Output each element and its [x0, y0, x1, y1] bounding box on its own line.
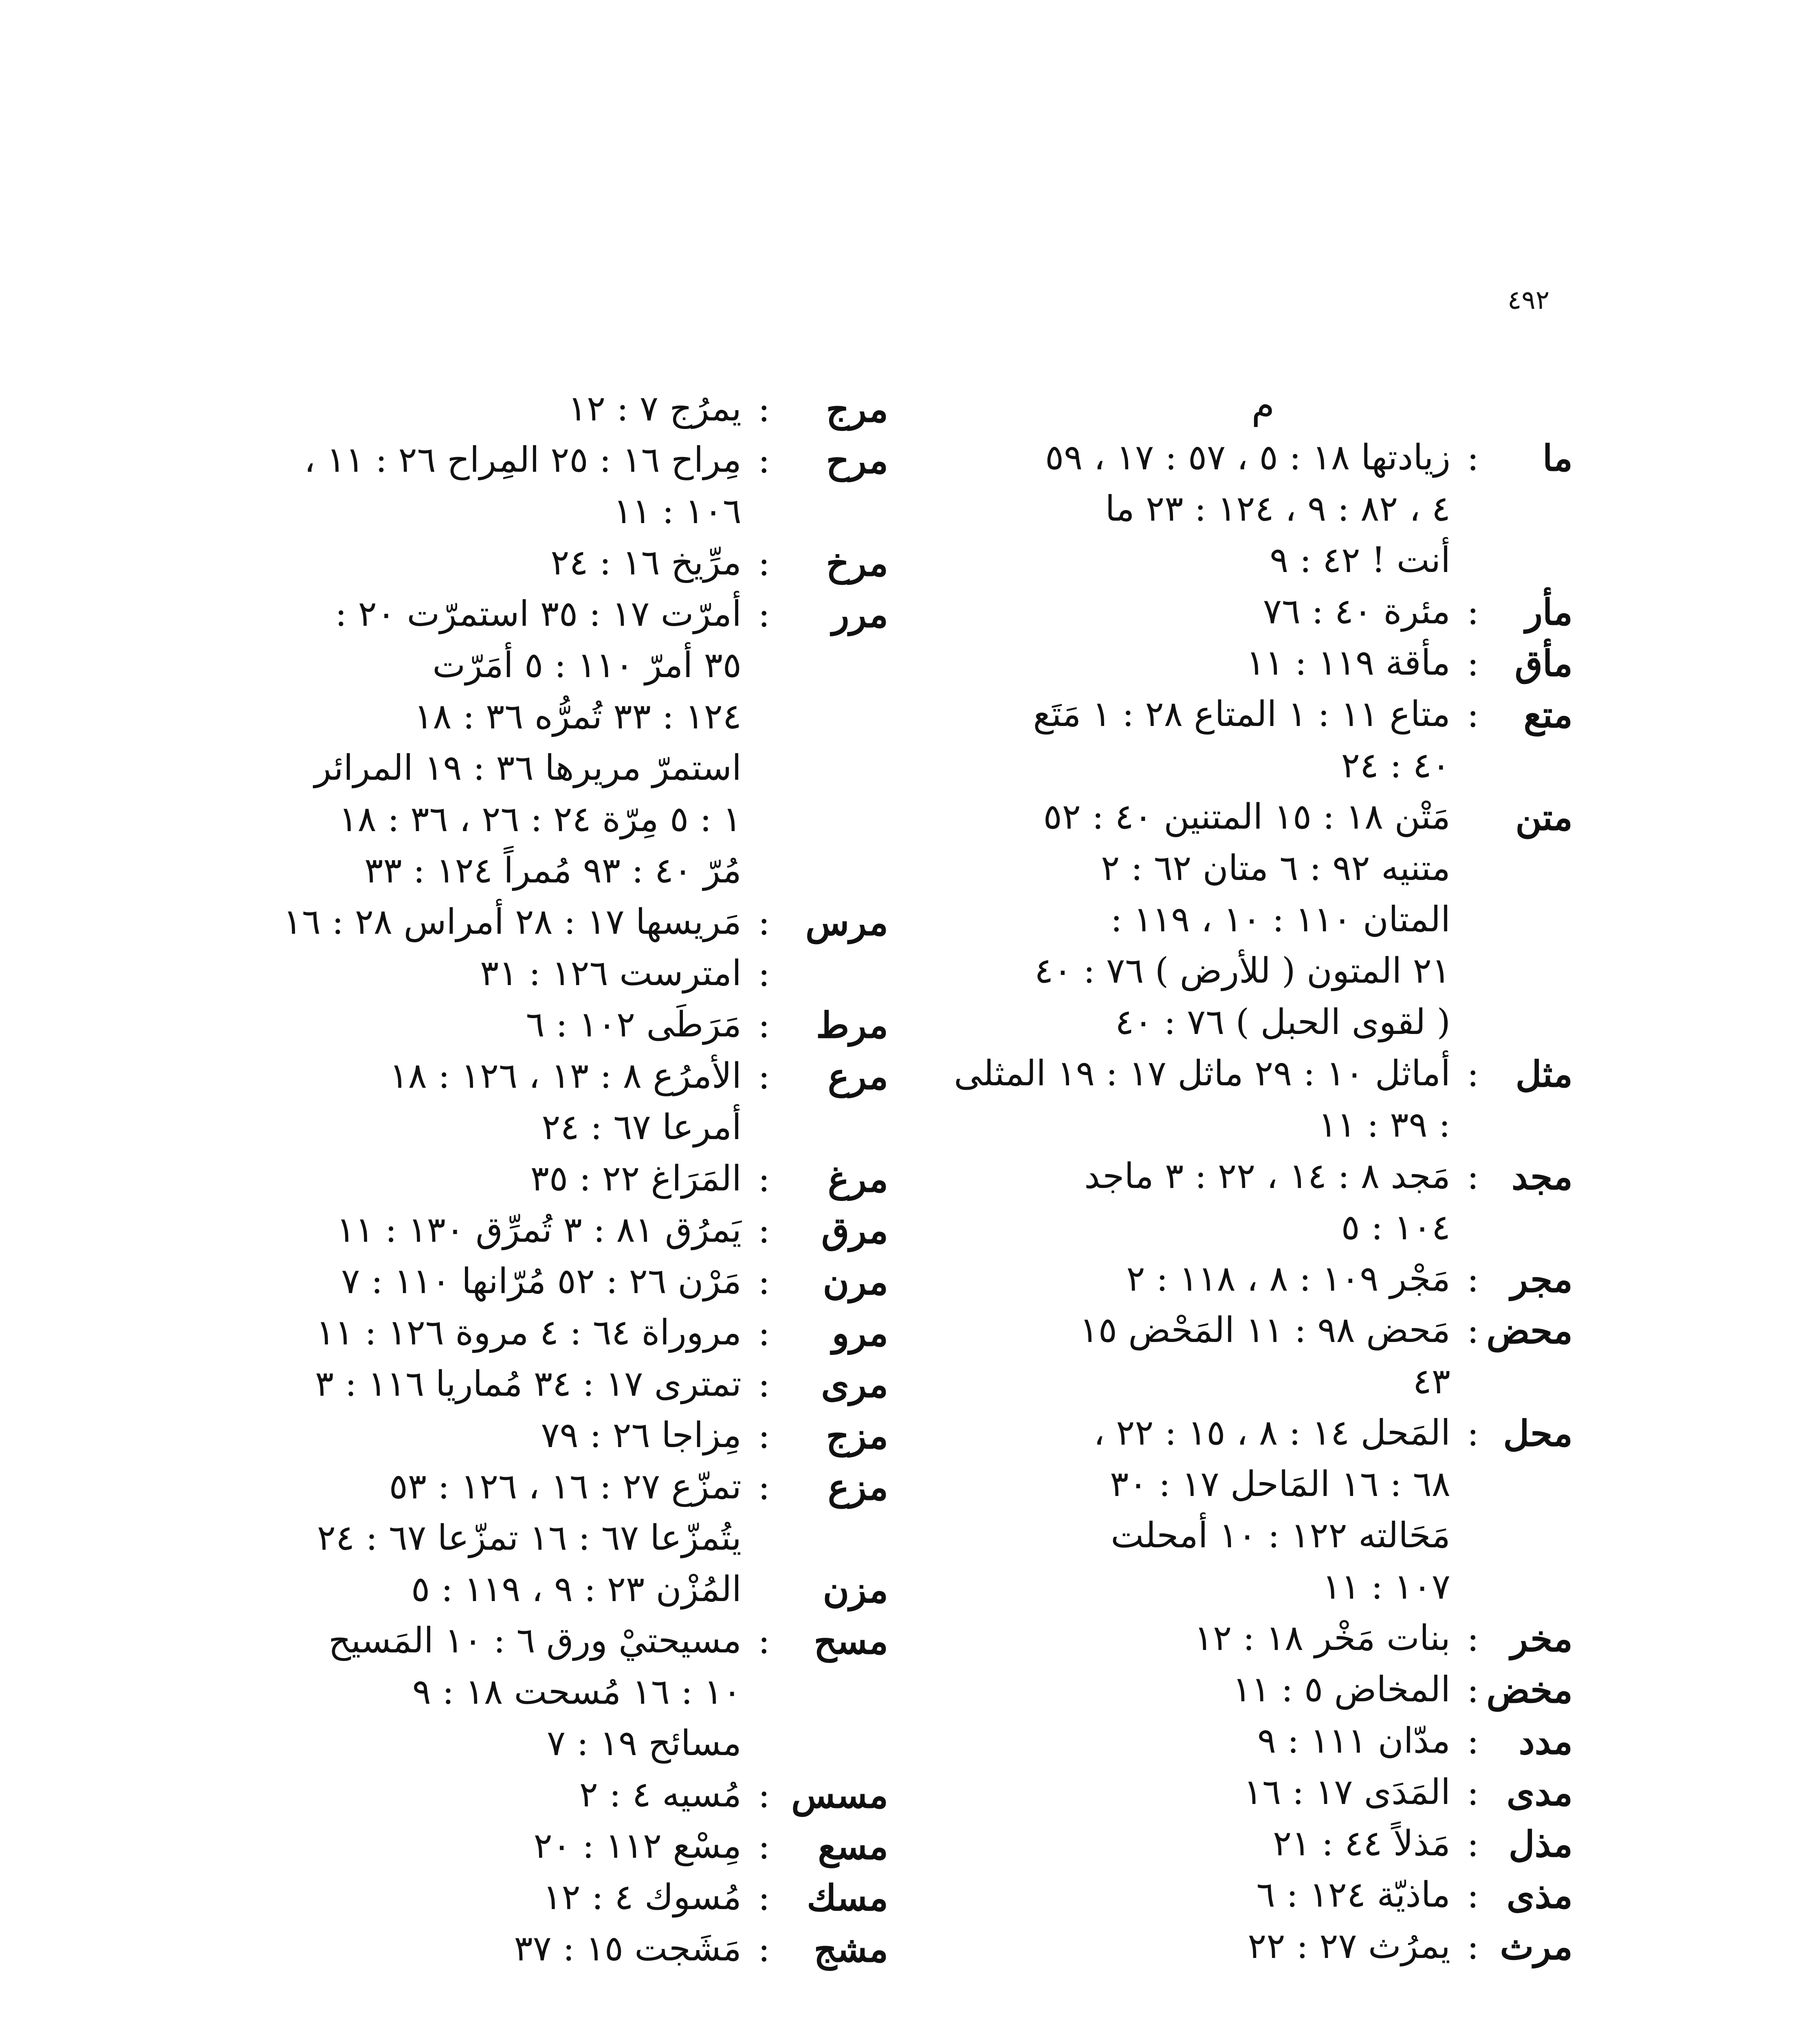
- entry-body: [953, 689, 1450, 791]
- entry-body: [953, 1869, 1450, 1920]
- entry-colon: :: [1467, 1925, 1479, 1967]
- entry-line: مأقة ١١٩ : ١١: [1246, 642, 1450, 683]
- dictionary-entry: [953, 1304, 1573, 1407]
- entry-colon: :: [1467, 1669, 1479, 1711]
- entry-line: مَشَجت ١٥ : ٣٧: [514, 1928, 742, 1969]
- entry-colon: :: [758, 953, 770, 994]
- entry-colon: :: [1467, 1309, 1479, 1351]
- left-entries-list: [228, 383, 888, 1974]
- dictionary-entry: [228, 434, 888, 537]
- entry-line: متاع ١١ : ١ المتاع ٢٨ : ١ مَتَع: [1033, 694, 1450, 735]
- entry-body: [953, 1407, 1450, 1612]
- dictionary-entry: [953, 1664, 1573, 1715]
- dictionary-entry: [953, 689, 1573, 791]
- entry-line: مَجْر ١٠٩ : ٨ ، ١١٨ : ٢: [1126, 1258, 1450, 1299]
- entry-line: ١٢٤ : ٣٣ تُمرُّه ٣٦ : ١٨: [414, 696, 742, 737]
- entry-line: ١٠٤ : ٥: [1341, 1207, 1450, 1248]
- dictionary-entry: [228, 896, 888, 948]
- entry-body: [228, 1153, 742, 1204]
- entry-line: مِراح ١٦ : ٢٥ المِراح ٢٦ : ١١ ،: [304, 440, 742, 480]
- entry-body: [228, 1410, 742, 1461]
- entry-body: [953, 1048, 1450, 1150]
- entry-root: مرط: [816, 1004, 888, 1046]
- entry-line: المَدَى ١٧ : ١٦: [1243, 1772, 1450, 1813]
- right-column: [953, 383, 1573, 1972]
- entry-body: [228, 1564, 742, 1615]
- entry-root: مجد: [1511, 1155, 1573, 1198]
- dictionary-entry: [953, 586, 1573, 637]
- entry-colon: :: [758, 388, 770, 430]
- entry-body: [228, 1615, 742, 1769]
- entry-colon: :: [1467, 1617, 1479, 1659]
- entry-root: مسح: [814, 1620, 888, 1662]
- entry-root: مثل: [1515, 1053, 1573, 1095]
- entry-colon: :: [1467, 642, 1479, 684]
- entry-line: مَجد ٨ : ١٤ ، ٢٢ : ٣ ماجد: [1084, 1156, 1450, 1197]
- entry-root: مرخ: [826, 542, 888, 584]
- entry-body: [228, 434, 742, 537]
- entry-line: مَريسها ١٧ : ٢٨ أمراس ٢٨ : ١٦: [283, 902, 742, 942]
- entry-line: مروراة ٦٤ : ٤ مروة ١٢٦ : ١١: [316, 1312, 742, 1353]
- entry-root: مزج: [826, 1414, 888, 1457]
- entry-colon: :: [758, 1004, 770, 1046]
- entry-body: [228, 537, 742, 588]
- entry-colon: :: [758, 901, 770, 943]
- dictionary-entry: [228, 1050, 888, 1153]
- entry-colon: :: [1467, 1720, 1479, 1762]
- entry-body: [953, 1920, 1450, 1972]
- entry-line: يمرُث ٢٧ : ٢٢: [1248, 1926, 1450, 1967]
- dictionary-entry: [228, 1204, 888, 1256]
- entry-line: مُرّ ٤٠ : ٩٣ مُمراً ١٢٤ : ٣٣: [364, 850, 742, 891]
- entry-line: ١٠٧ : ١١: [1322, 1566, 1450, 1607]
- dictionary-entry: [228, 537, 888, 588]
- dictionary-entry: [953, 1253, 1573, 1304]
- entry-body: [953, 1150, 1450, 1253]
- dictionary-entry: [953, 1818, 1573, 1869]
- dictionary-entry: [953, 1766, 1573, 1818]
- entry-line: ١٠ : ١٦ مُسحت ١٨ : ٩: [412, 1672, 742, 1712]
- entry-body: [953, 432, 1450, 586]
- entry-body: [228, 1204, 742, 1256]
- entry-line: المَرَاغ ٢٢ : ٣٥: [530, 1158, 742, 1199]
- entry-line: مدّان ١١١ : ٩: [1257, 1720, 1450, 1761]
- entry-colon: :: [1467, 591, 1479, 633]
- entry-line: ١ : ٥ مِرّة ٢٤ : ٢٦ ، ٣٦ : ١٨: [339, 799, 742, 840]
- entry-root: مخر: [1510, 1617, 1573, 1660]
- entry-body: [953, 1612, 1450, 1664]
- entry-line: يتُمزّعا ٦٧ : ١٦ تمزّعا ٦٧ : ٢٤: [317, 1518, 742, 1558]
- entry-root: مزع: [827, 1466, 888, 1508]
- dictionary-entry: [953, 1150, 1573, 1253]
- entry-line: ٤ ، ٨٢ : ٩ ، ١٢٤ : ٢٣ ما: [1105, 488, 1450, 529]
- entry-colon: :: [758, 439, 770, 481]
- entry-root: مشج: [814, 1928, 888, 1970]
- entry-root: مسس: [791, 1774, 888, 1816]
- dictionary-entry: [228, 999, 888, 1050]
- entry-root: مجر: [1510, 1258, 1573, 1300]
- entry-colon: :: [1467, 1155, 1479, 1197]
- entry-body: [953, 1253, 1450, 1304]
- entry-colon: :: [758, 1774, 770, 1816]
- entry-body: [953, 1766, 1450, 1818]
- entry-root: متع: [1523, 693, 1573, 736]
- entry-line: مِسْع ١١٢ : ٢٠: [533, 1826, 742, 1866]
- entry-body: [228, 1358, 742, 1410]
- entry-colon: :: [1467, 1874, 1479, 1916]
- entry-root: مرن: [823, 1260, 888, 1303]
- dictionary-entry: [228, 1872, 888, 1923]
- entry-line: ماذيّة ١٢٤ : ٦: [1256, 1874, 1450, 1915]
- entry-colon: :: [1467, 693, 1479, 735]
- entry-colon: :: [758, 1158, 770, 1200]
- entry-body: [228, 948, 742, 999]
- entry-body: [228, 1923, 742, 1974]
- entry-line: المتان ١١٠ : ١٠ ، ١١٩ :: [1110, 899, 1450, 940]
- entry-root: مرح: [826, 439, 888, 482]
- entry-root: مرر: [832, 593, 888, 636]
- dictionary-entry: [953, 791, 1573, 1048]
- entry-line: تمترى ١٧ : ٣٤ مُماريا ١١٦ : ٣: [315, 1364, 742, 1404]
- entry-body: [228, 588, 742, 896]
- entry-root: مذل: [1508, 1823, 1573, 1865]
- dictionary-entry: [953, 1612, 1573, 1664]
- entry-line: مسيحتيْ ورق ٦ : ١٠ المَسيح: [328, 1620, 742, 1661]
- entry-colon: :: [1467, 1412, 1479, 1454]
- page-number: ٤٩٢: [1507, 285, 1550, 315]
- entry-line: أماثل ١٠ : ٢٩ ماثل ١٧ : ١٩ المثلى: [954, 1053, 1450, 1094]
- entry-line: يَمرُق ٨١ : ٣ تُمرِّق ١٣٠ : ١١: [336, 1210, 742, 1250]
- dictionary-entry: [228, 1615, 888, 1769]
- entry-root: محض: [1486, 1309, 1573, 1352]
- dictionary-entry: [228, 948, 888, 999]
- entry-body: [228, 1872, 742, 1923]
- entry-body: [953, 1664, 1450, 1715]
- entry-root: مرج: [826, 388, 888, 430]
- entry-body: [228, 1050, 742, 1153]
- entry-line: امترست ١٢٦ : ٣١: [480, 953, 742, 994]
- dictionary-entry: [228, 1256, 888, 1307]
- dictionary-entry: [228, 1564, 888, 1615]
- entry-colon: :: [758, 1414, 770, 1456]
- entry-body: [228, 999, 742, 1050]
- dictionary-entry: [228, 1153, 888, 1204]
- left-column: [228, 383, 888, 1974]
- entry-line: مسائح ١٩ : ٧: [546, 1723, 742, 1764]
- letter-heading: م: [1251, 383, 1275, 427]
- entry-line: مُسوك ٤ : ١٢: [543, 1877, 742, 1918]
- entry-line: بنات مَخْر ١٨ : ١٢: [1194, 1618, 1450, 1659]
- entry-body: [953, 637, 1450, 689]
- entry-line: المخاض ٥ : ١١: [1232, 1669, 1450, 1710]
- entry-body: [228, 1307, 742, 1358]
- entry-colon: :: [1467, 437, 1479, 479]
- entry-root: مزن: [823, 1568, 888, 1611]
- entry-line: مُسيه ٤ : ٢: [579, 1774, 742, 1815]
- entry-line: مِزاجا ٢٦ : ٧٩: [541, 1415, 742, 1456]
- right-entries-list: [953, 432, 1573, 1972]
- dictionary-entry: [953, 1715, 1573, 1766]
- dictionary-entry: [228, 383, 888, 434]
- entry-line: ٤٠ : ٢٤: [1341, 745, 1450, 786]
- dictionary-entry: [228, 1410, 888, 1461]
- entry-line: المَحل ١٤ : ٨ ، ١٥ : ٢٢ ،: [1093, 1412, 1450, 1453]
- dictionary-entry: [953, 1407, 1573, 1612]
- entry-root: مرع: [827, 1055, 888, 1098]
- entry-colon: :: [758, 1055, 770, 1097]
- entry-line: الأمرُع ٨ : ١٣ ، ١٢٦ : ١٨: [389, 1056, 742, 1096]
- entry-body: [228, 1256, 742, 1307]
- entry-root: مرق: [821, 1209, 888, 1252]
- entry-body: [953, 586, 1450, 637]
- entry-root: مسع: [818, 1825, 888, 1868]
- entry-root: مدى: [1506, 1771, 1573, 1814]
- entry-line: ( لقوى الحبل ) ٧٦ : ٤٠: [1115, 1002, 1450, 1043]
- dictionary-entry: [228, 1358, 888, 1410]
- entry-line: مرِّيخ ١٦ : ٢٤: [550, 542, 742, 583]
- entry-body: [228, 1820, 742, 1872]
- entry-line: يمرُج ٧ : ١٢: [568, 388, 742, 429]
- entry-body: [228, 1769, 742, 1820]
- entry-colon: :: [758, 1363, 770, 1405]
- dictionary-entry: [228, 1820, 888, 1872]
- entry-root: مرى: [821, 1363, 888, 1406]
- entry-line: مَذلاً ٤٤ : ٢١: [1272, 1823, 1450, 1864]
- entry-colon: :: [1467, 1771, 1479, 1813]
- entry-line: استمرّ مريرها ٣٦ : ١٩ المرائر: [314, 748, 742, 788]
- entry-colon: :: [758, 1876, 770, 1918]
- entry-colon: :: [758, 542, 770, 584]
- dictionary-entry: [953, 1920, 1573, 1972]
- entry-root: مسك: [807, 1876, 888, 1919]
- entry-colon: :: [758, 1209, 770, 1251]
- entry-colon: :: [758, 1260, 770, 1302]
- entry-line: ٤٣: [1413, 1361, 1450, 1402]
- dictionary-entry: [228, 1461, 888, 1564]
- entry-root: مرو: [832, 1312, 888, 1354]
- entry-line: مَحَالته ١٢٢ : ١٠ أمحلت: [1111, 1515, 1450, 1556]
- entry-line: متنيه ٩٢ : ٦ متان ٦٢ : ٢: [1101, 848, 1450, 889]
- entry-root: مذى: [1506, 1874, 1573, 1916]
- entry-body: [228, 1461, 742, 1564]
- entry-line: مَرَطَى ١٠٢ : ٦: [526, 1004, 742, 1045]
- entry-line: مئرة ٤٠ : ٧٦: [1263, 591, 1450, 632]
- entry-root: ما: [1543, 437, 1573, 479]
- entry-line: المُزْن ٢٣ : ٩ ، ١١٩ : ٥: [411, 1569, 742, 1610]
- entry-root: مدد: [1519, 1720, 1573, 1762]
- entry-body: [953, 1818, 1450, 1869]
- entry-colon: :: [1467, 1823, 1479, 1865]
- entry-colon: :: [758, 1466, 770, 1508]
- entry-line: مَتْن ١٨ : ١٥ المتنين ٤٠ : ٥٢: [1043, 796, 1450, 837]
- entry-colon: :: [758, 1620, 770, 1662]
- entry-root: مأر: [1525, 591, 1573, 633]
- entry-body: [953, 1715, 1450, 1766]
- entry-colon: :: [758, 1825, 770, 1867]
- entry-root: مخض: [1486, 1669, 1573, 1711]
- entry-line: أنت ! ٤٢ : ٩: [1270, 540, 1450, 581]
- dictionary-entry: [953, 637, 1573, 689]
- entry-root: محل: [1503, 1412, 1573, 1454]
- entry-colon: :: [758, 1312, 770, 1354]
- entry-line: : ٣٩ : ١١: [1318, 1104, 1450, 1145]
- entry-line: أمرعا ٦٧ : ٢٤: [541, 1107, 742, 1148]
- entry-line: ٣٥ أمرّ ١١٠ : ٥ أمَرّت: [432, 645, 742, 686]
- entry-colon: :: [1467, 1258, 1479, 1300]
- entry-root: مرث: [1500, 1925, 1573, 1968]
- entry-line: ٢١ المتون ( للأرض ) ٧٦ : ٤٠: [1034, 950, 1450, 991]
- entry-root: مأق: [1514, 642, 1573, 684]
- entry-line: مَرْن ٢٦ : ٥٢ مُرّانها ١١٠ : ٧: [341, 1261, 742, 1302]
- entry-body: [228, 896, 742, 948]
- entry-colon: :: [758, 593, 770, 635]
- dictionary-entry: [228, 588, 888, 896]
- dictionary-entry: [228, 1307, 888, 1358]
- entry-line: أمرّت ١٧ : ٣٥ استمرّت ٢٠ :: [335, 594, 742, 634]
- entry-colon: :: [758, 1928, 770, 1970]
- entry-line: مَحض ٩٨ : ١١ المَحْض ١٥: [1079, 1310, 1450, 1351]
- entry-line: ٦٨ : ١٦ المَاحل ١٧ : ٣٠: [1110, 1464, 1450, 1505]
- entry-colon: :: [1467, 1053, 1479, 1095]
- entry-line: ١٠٦ : ١١: [613, 491, 742, 532]
- dictionary-entry: [953, 1048, 1573, 1150]
- dictionary-entry: [953, 432, 1573, 586]
- entry-root: مرس: [805, 901, 888, 944]
- entry-line: تمزّع ٢٧ : ١٦ ، ١٢٦ : ٥٣: [389, 1466, 742, 1507]
- entry-body: [228, 383, 742, 434]
- entry-body: [953, 791, 1450, 1048]
- entry-root: مرغ: [827, 1158, 888, 1200]
- entry-line: زيادتها ١٨ : ٥ ، ٥٧ : ١٧ ، ٥٩: [1045, 437, 1450, 478]
- entry-root: متن: [1515, 796, 1573, 838]
- dictionary-entry: [228, 1923, 888, 1974]
- entry-body: [953, 1304, 1450, 1407]
- dictionary-entry: [228, 1769, 888, 1820]
- dictionary-entry: [953, 1869, 1573, 1920]
